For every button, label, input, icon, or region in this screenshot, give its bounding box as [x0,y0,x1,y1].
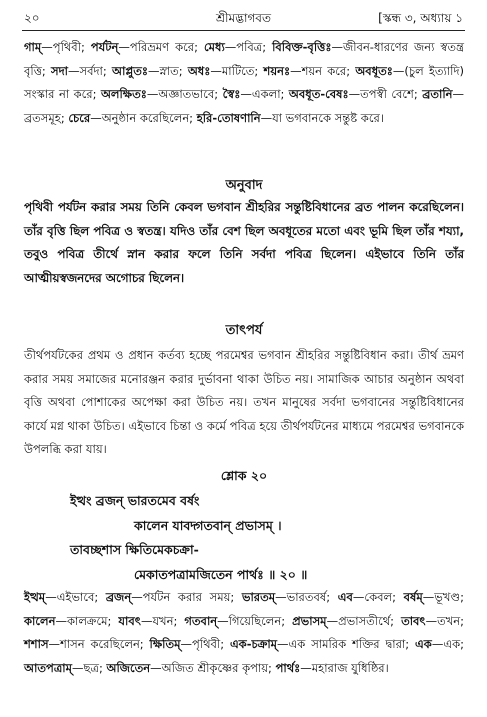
glossary-term: কালেন [24,613,56,628]
glossary-term: শয়নঃ [263,63,291,78]
glossary-term: যাবৎ [118,613,141,628]
verse-line: কালেন যাবদ্গতবান্ প্রভাসম্ । [134,517,282,533]
glossary-meaning: একলা; [251,87,289,101]
glossary-term: পর্যটন্ [90,40,119,54]
verse-title: শ্লোক ২০ [220,468,268,483]
purport-heading: তাৎপর্য [225,323,263,338]
glossary-term: তাবৎ [401,613,426,628]
glossary-meaning: তপস্বী বেশে; [360,87,423,101]
word-meanings-paragraph: ইত্থম্—এইভাবে; ব্রজন্—পর্যটন করার সময়; ভারতম্—ভারতবর্ষ; এব—কেবল; বর্ষম্—ভূখণ্ড; কালেন—কালক্রমে; যাবৎ—যখন; গতবান্—গিয়েছিলেন; প্রভাসম্—প্রভাসতীর্থে; তাবৎ—তখন; শশাস—শাসন করেছিলেন; ক্ষিতিম্—পৃথিবী; এক-চক্রাম্—এক সামরিক শক্তির দ্বারা; এক—এক; আতপত্রাম্—ছত্র; অজিতেন—অজিত শ্রীকৃষ্ণের কৃপায়; পার্থঃ—মহারাজ যুধিষ্ঠির। [24,590,465,675]
glossary-meaning: অনুষ্ঠান করেছিলেন; [101,110,197,125]
translation-heading: অনুবাদ [225,178,263,193]
glossary-term: অধঃ [187,63,211,78]
glossary-meaning: (চুল ইত্যাদি) সংস্কার না করে; [24,63,464,101]
glossary-term: প্রভাসম্ [292,613,327,628]
glossary-meaning: ভারতবর্ষ; [286,590,338,604]
glossary-meaning: ছত্র; [83,660,107,675]
glossary-term: হরি-তোষণানি [196,110,261,125]
glossary-term: বিবিক্ত-বৃত্তিঃ [272,40,332,54]
purport-text: তীর্থপর্যটকের প্রথম ও প্রধান কর্তব্য হচ্ছে পরমেশ্বর ভগবান শ্রীহরির সন্তুষ্টিবিধান করা। তীর্থ ভ্রমণ করার সময় সমাজের মনোরঞ্জন করার দুর্ভাবনা থাকা উচিত নয়। সামাজিক আচার অনুষ্ঠান অথবা বৃত্তি অথবা পোশাকের অপেক্ষা করা উচিত নয়। তখন মানুষের সর্বদা ভগবানের সন্তুষ্টিবিধানের কার্যে মগ্ন থাকা উচিত। এইভাবে চিন্তা ও কর্মে পবিত্র হয়ে তীর্থপর্যটনের মাধ্যমে পরমেশ্বর ভগবানকে উপলব্ধি করা যায়। [24,348,464,456]
glossary-meaning: পবিত্র; [236,40,273,54]
glossary-term: চেরে [68,110,91,125]
glossary-meaning: পৃথিবী; [52,40,91,54]
glossary-term: অলক্ষিতঃ [100,87,147,101]
glossary-meaning: স্নাত; [159,63,188,78]
verse-line: তাবচ্ছশাস ক্ষিতিমেকচক্রা- [70,542,199,557]
glossary-term: আতপত্রাম্ [24,660,73,675]
glossary-term: অজিতেন [106,660,151,675]
glossary-term: পার্থঃ [275,660,301,675]
glossary-term: বর্ষম্ [403,590,423,604]
glossary-meaning: গিয়েছিলেন; [228,613,293,628]
glossary-meaning: এক; [443,637,465,651]
glossary-meaning: ব্রতসমূহ; [24,110,69,125]
glossary-term: এক-চক্রাম্ [229,637,278,651]
glossary-term: ব্রজন্ [105,590,132,604]
page-header [24,8,463,28]
glossary-term: ক্ষিতিম্ [149,637,181,651]
glossary-meaning: যখন; [152,613,185,628]
verse-line: মেকাতপত্রামজিতেন পার্থঃ ॥ ২০ ॥ [134,566,308,582]
glossary-term: অবধূতঃ [355,63,393,78]
glossary-term: স্বৈঃ [222,87,241,101]
glossary-meaning: যা ভগবানকে সন্তুষ্ট করে। [272,110,384,125]
glossary-meaning: শয়ন করে; [301,63,356,78]
page-number: ২০ [24,11,40,25]
glossary-term: এব [337,590,353,604]
glossary-meaning: অজ্ঞাতভাবে; [158,87,223,101]
glossary-meaning: মাটিতে; [221,63,264,78]
translation-text: পৃথিবী পর্যটন করার সময় তিনি কেবল ভগবান শ্রীহরির সন্তুষ্টিবিধানের ব্রত পালন করেছিলেন। তাঁর বৃত্তি ছিল পবিত্র ও স্বতন্ত্র। যদিও তাঁর বেশ ছিল অবধূতের মতো এবং ভূমি ছিল তাঁর শয্যা, তবুও পবিত্র তীর্থে স্নান করার ফলে তিনি সর্বদা পবিত্র ছিলেন। এইভাবে তিনি তাঁর আত্মীয়স্বজনদের অগোচর ছিলেন। [24,200,464,285]
glossary-term: এক [415,637,432,651]
glossary-term: ভারতম্ [241,590,276,604]
glossary-term: অবধূত-বেষঃ [288,87,349,101]
header-divider [22,30,465,31]
glossary-term: মেধ্য [203,40,225,54]
glossary-term: গাম্ [24,40,42,54]
glossary-meaning: কালক্রমে; [66,613,119,628]
glossary-term: ইত্থম্ [24,590,46,604]
book-title: শ্রীমদ্ভাগবত [215,11,271,25]
glossary-meaning: পরিভ্রমণ করে; [129,40,204,54]
glossary-meaning: পর্যটন করার সময়; [142,590,242,604]
glossary-meaning: প্রভাসতীর্থে; [338,613,402,628]
glossary-term: ব্রতানি [422,87,453,101]
glossary-meaning: শাসন করেছিলেন; [60,637,150,651]
glossary-term: গতবান্ [184,613,218,628]
glossary-meaning: অজিত শ্রীকৃষ্ণের কৃপায়; [161,660,276,675]
verse-block [24,489,464,587]
glossary-meaning: তখন; [437,613,464,628]
synonyms-paragraph: গাম্—পৃথিবী; পর্যটন্—পরিভ্রমণ করে; মেধ্য—পবিত্র; বিবিক্ত-বৃত্তিঃ—জীবন-ধারণের জন্য স্বতন্ত্র বৃত্তি; সদা—সর্বদা; আপ্লুতঃ—স্নাত; অধঃ—মাটিতে; শয়নঃ—শয়ন করে; অবধূতঃ—(চুল ইত্যাদি) সংস্কার না করে; অলক্ষিতঃ—অজ্ঞাতভাবে; স্বৈঃ—একলা; অবধূত-বেষঃ—তপস্বী বেশে; ব্রতানি—ব্রতসমূহ; চেরে—অনুষ্ঠান করেছিলেন; হরি-তোষণানি—যা ভগবানকে সন্তুষ্ট করে। [24,40,465,125]
verse-line: ইত্থং ব্রজন্ ভারতমেব বর্ষং [70,493,200,508]
glossary-meaning: মহারাজ যুধিষ্ঠির। [311,660,389,675]
glossary-meaning: এক সামরিক শক্তির দ্বারা; [288,637,416,651]
glossary-meaning: এইভাবে; [56,590,106,604]
glossary-meaning: ভূখণ্ড; [434,590,464,604]
glossary-term: শশাস [24,637,49,651]
glossary-meaning: জীবন-ধারণের জন্য স্বতন্ত্র বৃত্তি; [24,40,465,78]
glossary-term: আপ্লুতঃ [111,63,148,78]
glossary-meaning: সর্বদা; [79,63,112,78]
glossary-meaning: কেবল; [364,590,404,604]
canto-chapter-label: [স্কন্ধ ৩, অধ্যায় ১ [378,11,463,25]
glossary-term: সদা [51,63,68,78]
glossary-meaning: পৃথিবী; [191,637,230,651]
